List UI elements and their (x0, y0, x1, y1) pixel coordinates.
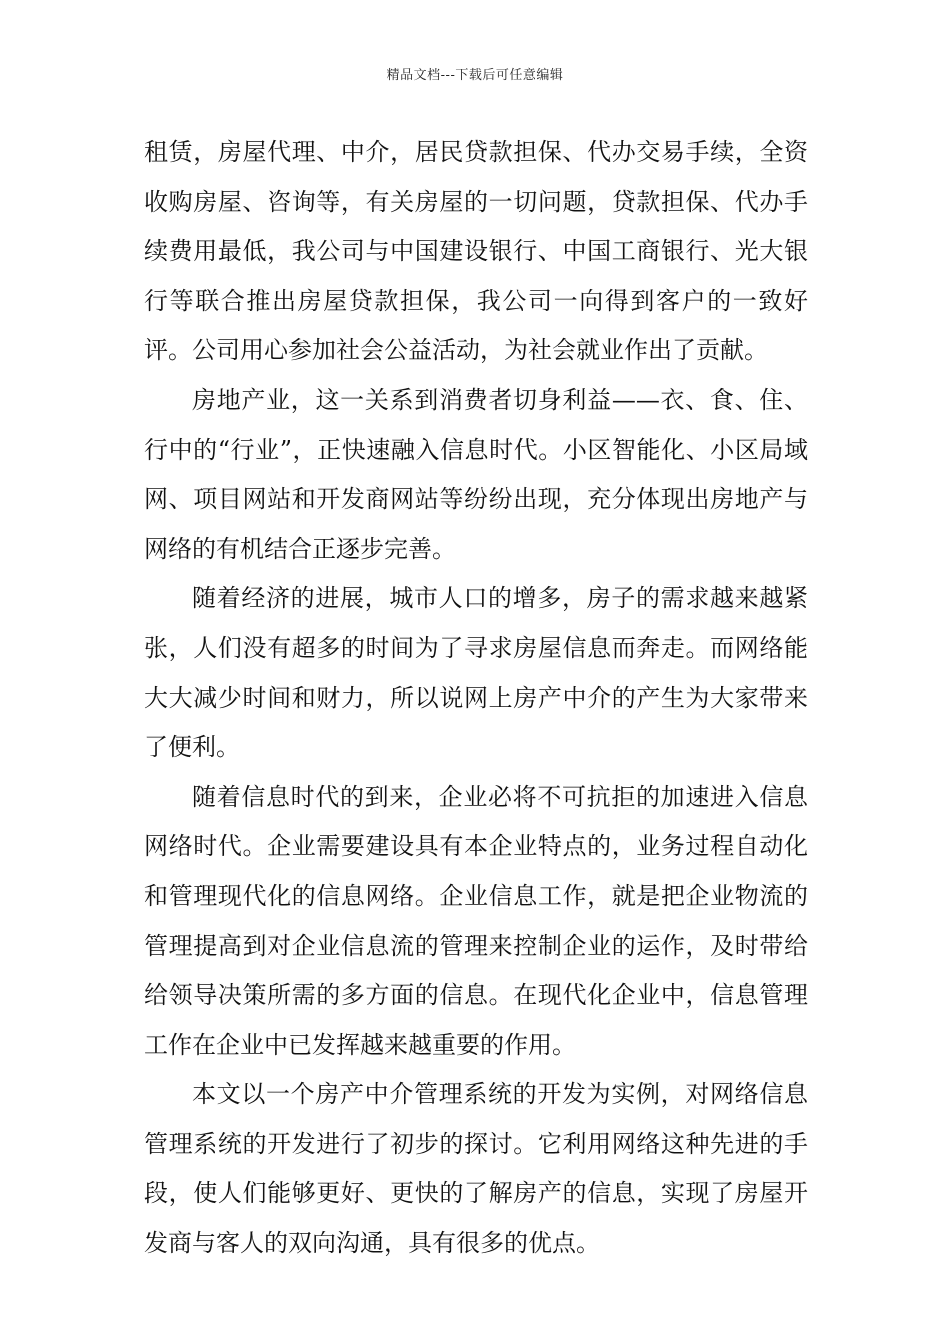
paragraph-3: 随着经济的进展，城市人口的增多，房子的需求越来越紧张，人们没有超多的时间为了寻求房屋信息而奔走。而网络能大大减少时间和财力，所以说网上房产中介的产生为大家带来了便利。 (144, 584, 808, 762)
page-header: 精品文档---下载后可任意编辑 (386, 68, 564, 83)
paragraph-4: 随着信息时代的到来，企业必将不可抗拒的加速进入信息网络时代。企业需要建设具有本企业特点的，业务过程自动化和管理现代化的信息网络。企业信息工作，就是把企业物流的管理提高到对企业信息流的管理来控制企业的运作，及时带给给领导决策所需的多方面的信息。在现代化企业中，信息管理工作在企业中已发挥越来越重要的作用。 (144, 782, 808, 1059)
paragraph-2: 房地产业，这一关系到消费者切身利益——衣、食、住、行中的“行业”，正快速融入信息时代。小区智能化、小区局域网、项目网站和开发商网站等纷纷出现，充分体现出房地产与网络的有机结合正逐步完善。 (144, 385, 808, 563)
paragraph-5: 本文以一个房产中介管理系统的开发为实例，对网络信息管理系统的开发进行了初步的探讨。它利用网络这种先进的手段，使人们能够更好、更快的了解房产的信息，实现了房屋开发商与客人的双向沟通，具有很多的优点。 (144, 1080, 808, 1258)
document-body (144, 128, 808, 1269)
paragraph-1: 租赁，房屋代理、中介，居民贷款担保、代办交易手续，全资收购房屋、咨询等，有关房屋的一切问题，贷款担保、代办手续费用最低，我公司与中国建设银行、中国工商银行、光大银行等联合推出房屋贷款担保，我公司一向得到客户的一致好评。公司用心参加社会公益活动，为社会就业作出了贡献。 (144, 138, 808, 365)
